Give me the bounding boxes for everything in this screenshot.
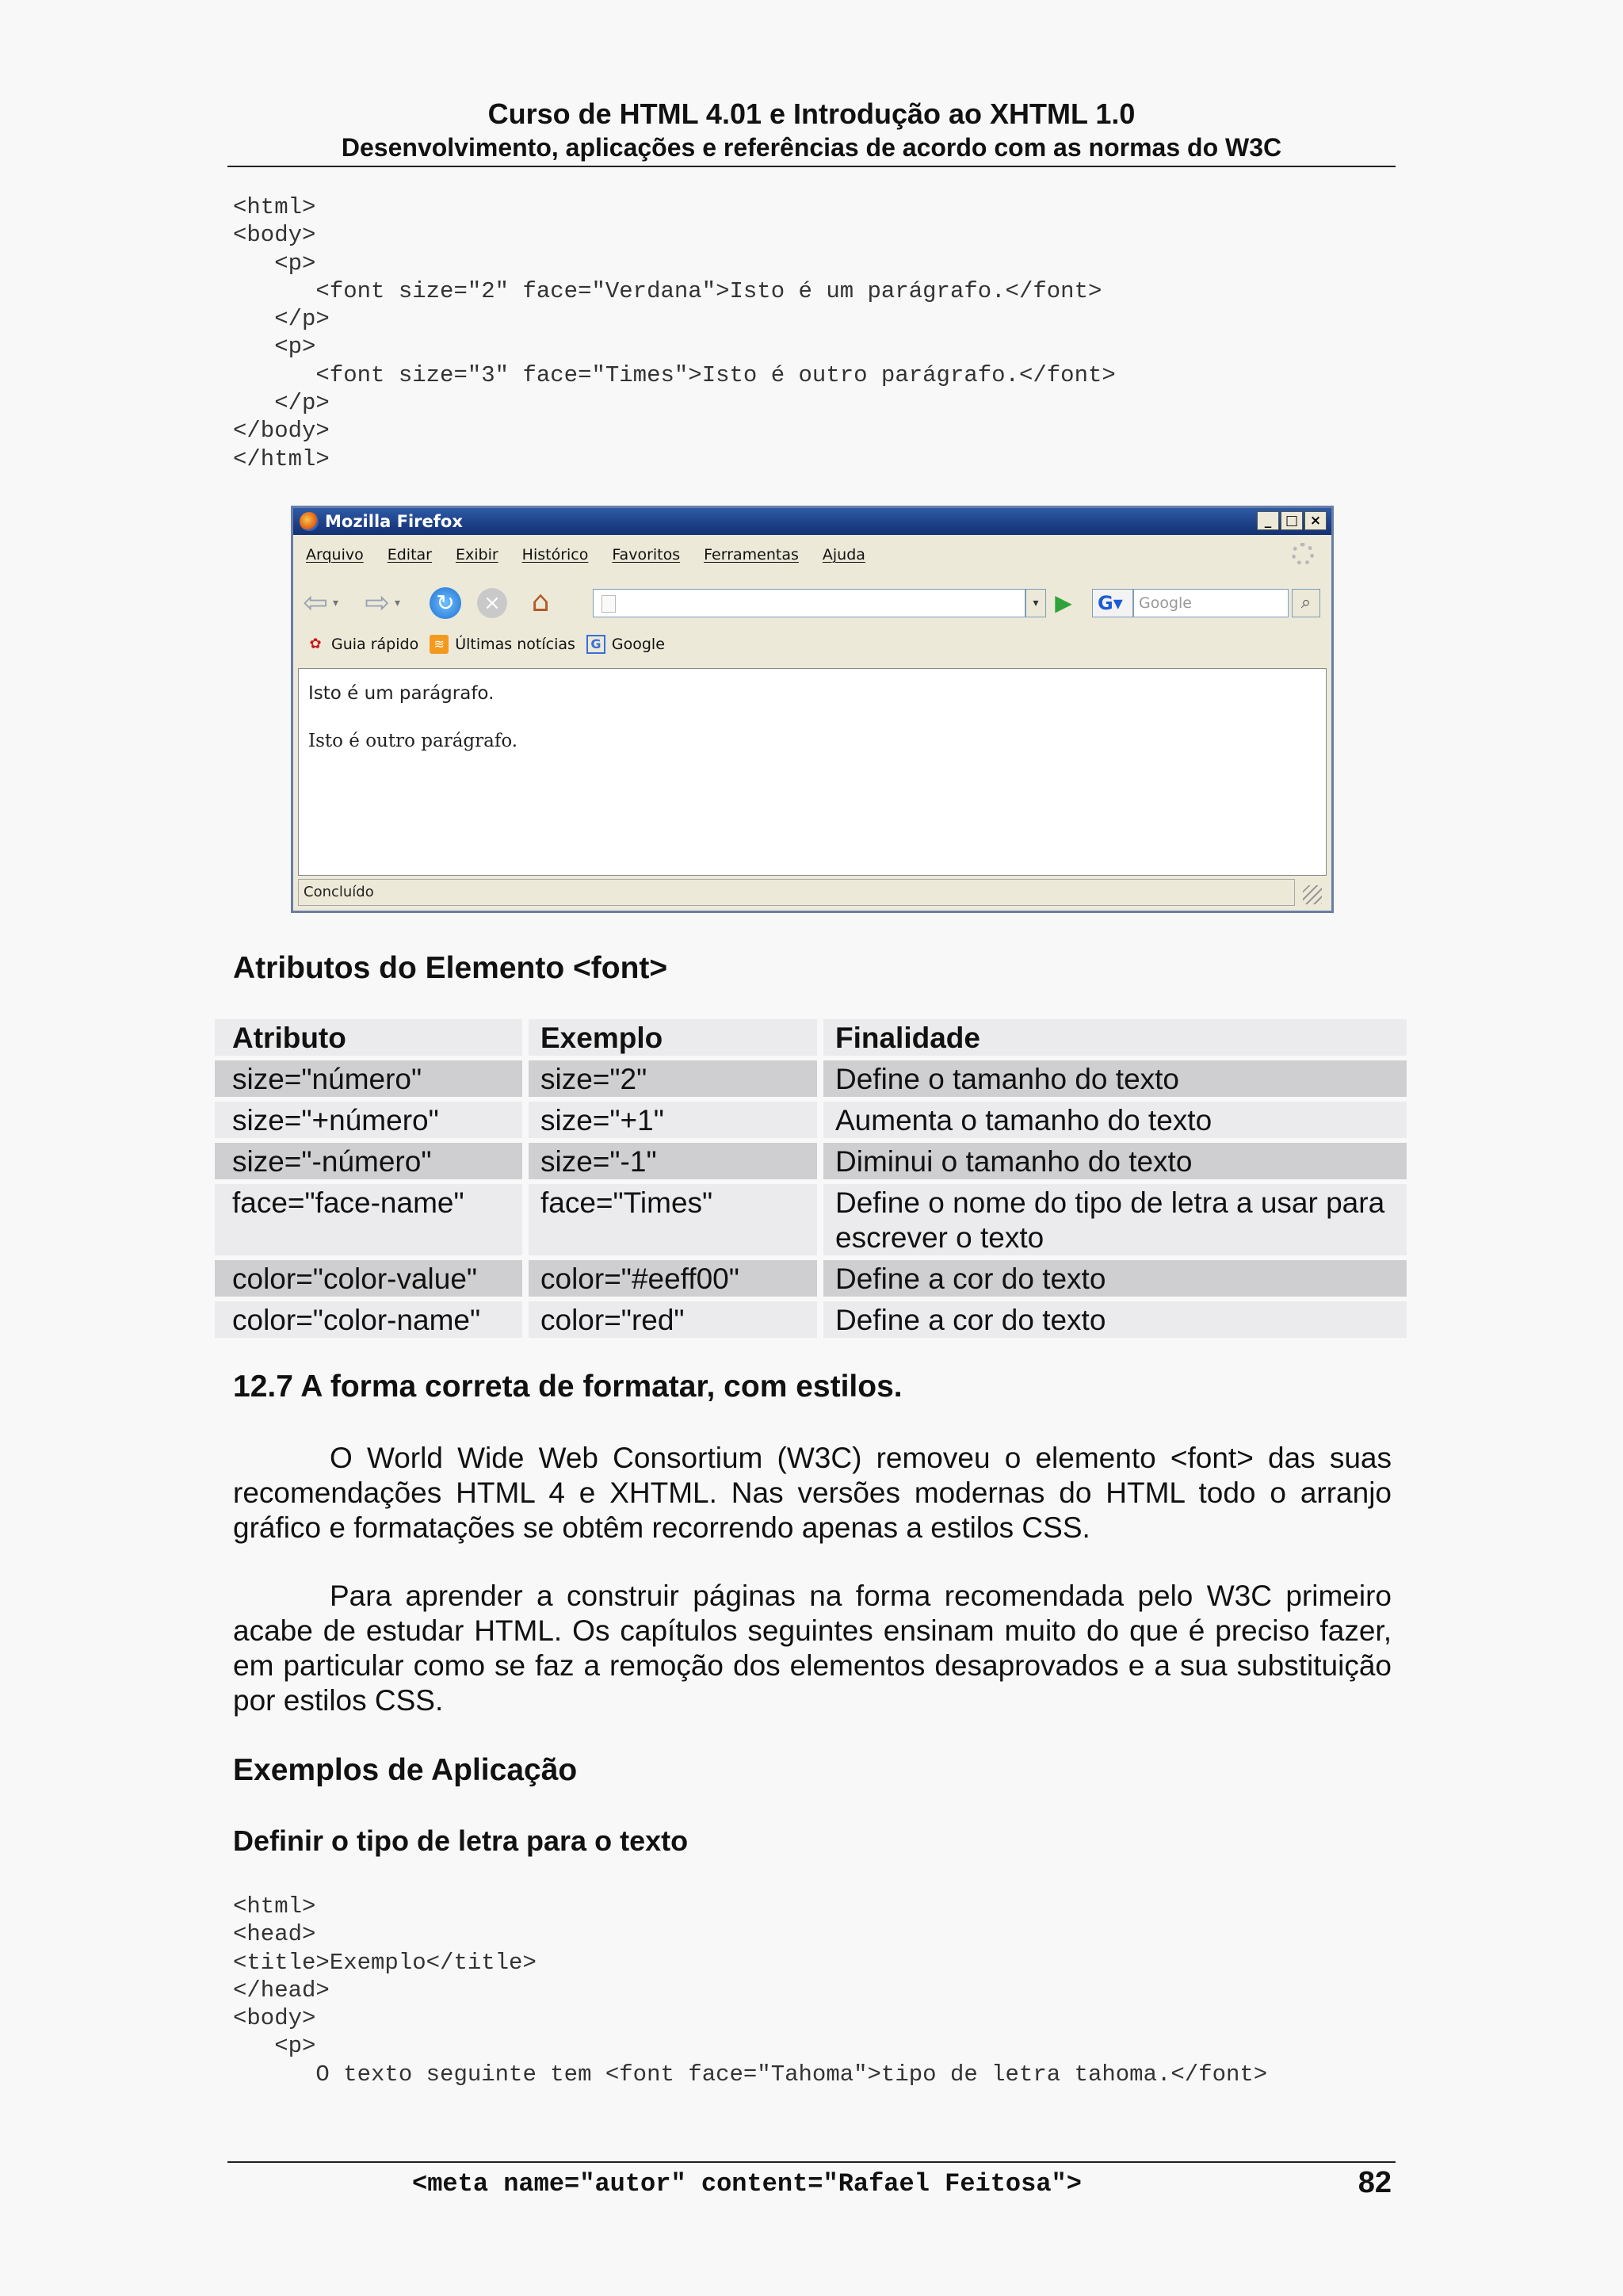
forward-arrow-icon: ⇨	[365, 585, 390, 620]
guide-icon: ✿	[309, 636, 322, 652]
table-cell: color="color-value"	[215, 1260, 522, 1297]
bookmark-guia-rapido: Guia rápido	[331, 636, 419, 653]
home-icon: ⌂	[531, 586, 550, 618]
browser-screenshot	[291, 506, 1334, 913]
table-cell: Define o tamanho do texto	[823, 1060, 1407, 1097]
search-icon: ⌕	[1292, 589, 1320, 617]
menu-historico: Histórico	[521, 546, 589, 563]
table-row	[215, 1184, 1407, 1255]
table-row	[215, 1143, 1407, 1179]
code-block-font-example: <html> <body> <p> <font size="2" face="Verdana">Isto é um parágrafo.</font> </p> <p> <font size="3" face="Times">Isto é outro parágrafo.</font> </p> </body> </html>	[233, 194, 1116, 472]
footer-meta-tag: <meta name="autor" content="Rafael Feitosa">	[412, 2169, 1082, 2199]
status-text: Concluído	[298, 879, 1295, 906]
table-header-cell: Exemplo	[529, 1019, 817, 1056]
go-arrow-icon: ▶	[1055, 590, 1072, 616]
menu-editar: Editar	[387, 546, 432, 563]
back-dropdown-icon: ▾	[333, 597, 339, 609]
forward-dropdown-icon: ▾	[395, 597, 401, 609]
page-icon	[601, 595, 616, 613]
table-cell: size="-número"	[215, 1143, 522, 1179]
bookmarks-toolbar	[306, 635, 665, 654]
google-engine-icon: G▾	[1092, 589, 1133, 617]
menu-favoritos: Favoritos	[612, 546, 681, 563]
browser-titlebar	[293, 508, 1331, 535]
subsection-heading-font-type: Definir o tipo de letra para o texto	[233, 1824, 689, 1857]
section-heading-examples: Exemplos de Aplicação	[233, 1753, 578, 1787]
table-cell: face="face-name"	[215, 1184, 522, 1255]
table-cell: face="Times"	[529, 1184, 817, 1255]
table-cell: color="color-name"	[215, 1301, 522, 1338]
footer-divider	[227, 2161, 1396, 2163]
close-icon: ×	[1304, 511, 1327, 530]
resize-grip-icon	[1303, 885, 1322, 904]
bookmark-ultimas-noticias: Últimas notícias	[455, 636, 575, 653]
maximize-icon: □	[1281, 511, 1303, 530]
table-cell: size="número"	[215, 1060, 522, 1097]
table-header-cell: Finalidade	[823, 1019, 1407, 1056]
menu-exibir: Exibir	[455, 546, 498, 563]
table-cell: color="#eeff00"	[529, 1260, 817, 1297]
table-cell: size="+1"	[529, 1102, 817, 1138]
table-cell: size="2"	[529, 1060, 817, 1097]
paragraph-text: Para aprender a construir páginas na forma recomendada pelo W3C primeiro acabe de estudar HTML. Os capítulos seguintes ensinam muito do que é preciso fazer, em particular como se faz a remoção dos elementos desaprovados e a sua substituição por estilos CSS.	[233, 1580, 1392, 1717]
paragraph-text: O World Wide Web Consortium (W3C) removeu o elemento <font> das suas recomendações HTML 4 e XHTML. Nas versões modernas do HTML todo o arranjo gráfico e formatações se obtêm recorrendo apenas a estilos CSS.	[233, 1442, 1392, 1544]
section-heading-12-7: 12.7 A forma correta de formatar, com estilos.	[233, 1370, 903, 1404]
throbber-icon	[1292, 543, 1314, 565]
paragraph-w3c-removal	[233, 1441, 1392, 1545]
code-block-tahoma-example: <html> <head> <title>Exemplo</title> </head> <body> <p> O texto seguinte tem <font face="Tahoma">tipo de letra tahoma.</font>	[233, 1893, 1268, 2088]
table-cell: size="-1"	[529, 1143, 817, 1179]
table-header-row	[215, 1019, 1407, 1056]
google-icon: G	[586, 635, 605, 654]
menu-ajuda: Ajuda	[822, 546, 865, 563]
table-header-cell: Atributo	[215, 1019, 522, 1056]
browser-menubar	[306, 546, 865, 563]
table-cell: Define a cor do texto	[823, 1301, 1407, 1338]
table-row	[215, 1102, 1407, 1138]
browser-window-title: Mozilla Firefox	[325, 512, 463, 531]
search-box	[1092, 589, 1320, 617]
rendered-paragraph-times: Isto é outro parágrafo.	[308, 731, 518, 751]
address-dropdown-icon: ▾	[1025, 589, 1046, 617]
header-subtitle: Desenvolvimento, aplicações e referências de acordo com as normas do W3C	[341, 133, 1282, 162]
browser-statusbar	[298, 877, 1327, 907]
rendered-paragraph-verdana: Isto é um parágrafo.	[308, 683, 495, 704]
menu-ferramentas: Ferramentas	[704, 546, 799, 563]
reload-icon: ↻	[430, 587, 461, 619]
bookmark-google: Google	[611, 636, 665, 653]
paragraph-learn-html	[233, 1579, 1392, 1718]
table-cell: Diminui o tamanho do texto	[823, 1143, 1407, 1179]
search-input: Google	[1133, 589, 1289, 617]
header-divider	[227, 166, 1396, 167]
address-bar	[593, 589, 1025, 617]
table-cell: Define a cor do texto	[823, 1260, 1407, 1297]
table-cell: Define o nome do tipo de letra a usar para escrever o texto	[823, 1184, 1407, 1255]
back-arrow-icon: ⇦	[303, 585, 328, 620]
browser-content-area	[298, 668, 1327, 876]
stop-icon: ×	[477, 588, 507, 618]
firefox-logo-icon	[300, 512, 319, 531]
table-row	[215, 1260, 1407, 1297]
page-number: 82	[1358, 2166, 1392, 2199]
table-row	[215, 1301, 1407, 1338]
minimize-icon: _	[1257, 511, 1279, 530]
table-cell: color="red"	[529, 1301, 817, 1338]
rss-icon: ≋	[430, 635, 449, 654]
table-cell: Aumenta o tamanho do texto	[823, 1102, 1407, 1138]
section-heading-font-attributes: Atributos do Elemento <font>	[233, 951, 668, 985]
menu-arquivo: Arquivo	[306, 546, 364, 563]
browser-navbar	[293, 581, 1331, 628]
table-cell: size="+número"	[215, 1102, 522, 1138]
header-title: Curso de HTML 4.01 e Introdução ao XHTML 1.0	[487, 97, 1136, 130]
table-row	[215, 1060, 1407, 1097]
